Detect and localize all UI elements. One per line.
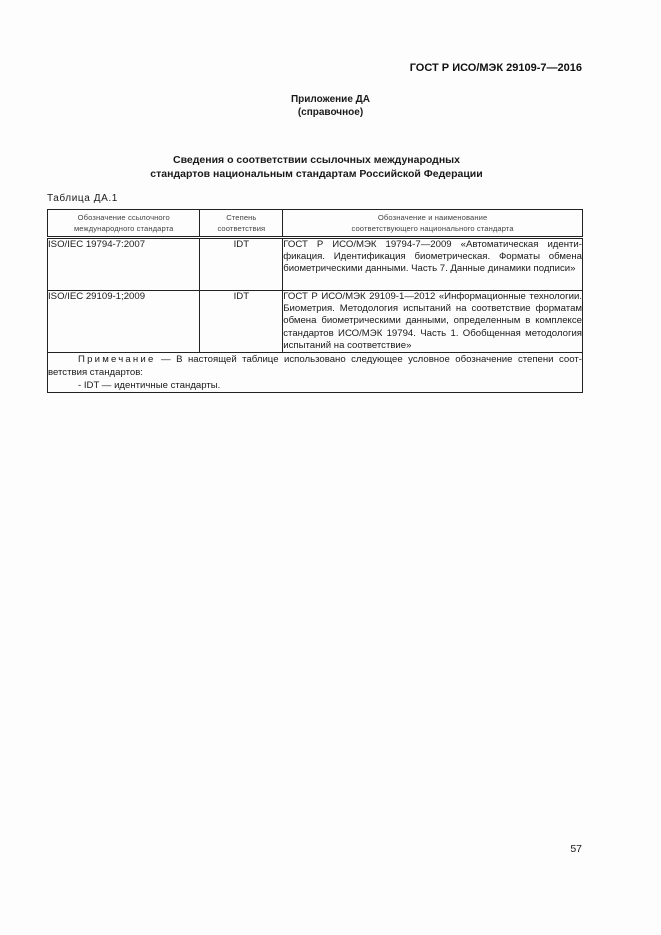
annex-subtitle: (справочное) <box>297 107 364 118</box>
section-title-line-2: стандартов национальным стандартам Российской Федерации <box>150 168 483 180</box>
international-code-cell: ISO/IEC 29109-1;2009 <box>48 291 200 353</box>
section-title <box>0 153 631 181</box>
column-header-international-code <box>48 210 200 238</box>
correspondence-table <box>47 209 583 393</box>
table-caption: Таблица ДА.1 <box>47 193 118 204</box>
column-header-line: Степень <box>226 213 257 222</box>
column-header-line: Обозначение и наименование <box>377 213 488 222</box>
national-standard-cell: ГОСТ Р ИСО/МЭК 29109-1—2012 «Информационные технологии. Биометрия. Методология испытаний на соответствие форматам обмена биометрическими данными, определенным в комплексе стандартов ИСО/МЭК 19794. Часть 1. Обобщенная методология испытаний на соответствие» <box>283 291 582 351</box>
degree-cell: IDT <box>200 291 283 353</box>
table-note <box>48 353 583 393</box>
table-header-row <box>48 210 583 238</box>
column-header-degree <box>200 210 283 238</box>
note-paragraph <box>48 353 582 379</box>
column-header-line: соответствующего национального стандарта <box>351 224 514 233</box>
section-title-line-1: Сведения о соответствии ссылочных международных <box>173 154 460 166</box>
table-row <box>48 238 583 291</box>
table-row <box>48 291 583 353</box>
column-header-line: международного стандарта <box>73 224 174 233</box>
column-header-line: Обозначение ссылочного <box>77 213 170 222</box>
table-note-row <box>48 353 583 393</box>
page-number: 57 <box>570 843 582 855</box>
degree-cell: IDT <box>200 238 283 291</box>
document-code: ГОСТ Р ИСО/МЭК 29109-7—2016 <box>409 62 582 74</box>
column-header-line: соответствия <box>217 224 266 233</box>
column-header-national-standard <box>283 210 583 238</box>
note-item: - IDT — идентичные стандарты. <box>78 380 221 392</box>
annex-title: Приложение ДА <box>290 94 371 105</box>
national-standard-cell: ГОСТ Р ИСО/МЭК 19794-7—2009 «Автоматическая идентификация. Идентификация биометрическая. Форматы обмена биометрическими данными. Часть 7. Данные динамики подписи» <box>283 238 583 291</box>
international-code-cell: ISO/IEC 19794-7:2007 <box>48 238 200 291</box>
note-label: Примечание <box>78 354 156 366</box>
note-text: — В настоящей таблице использовано следующее условное обозначение степени соответствия стандартов: <box>48 354 582 379</box>
